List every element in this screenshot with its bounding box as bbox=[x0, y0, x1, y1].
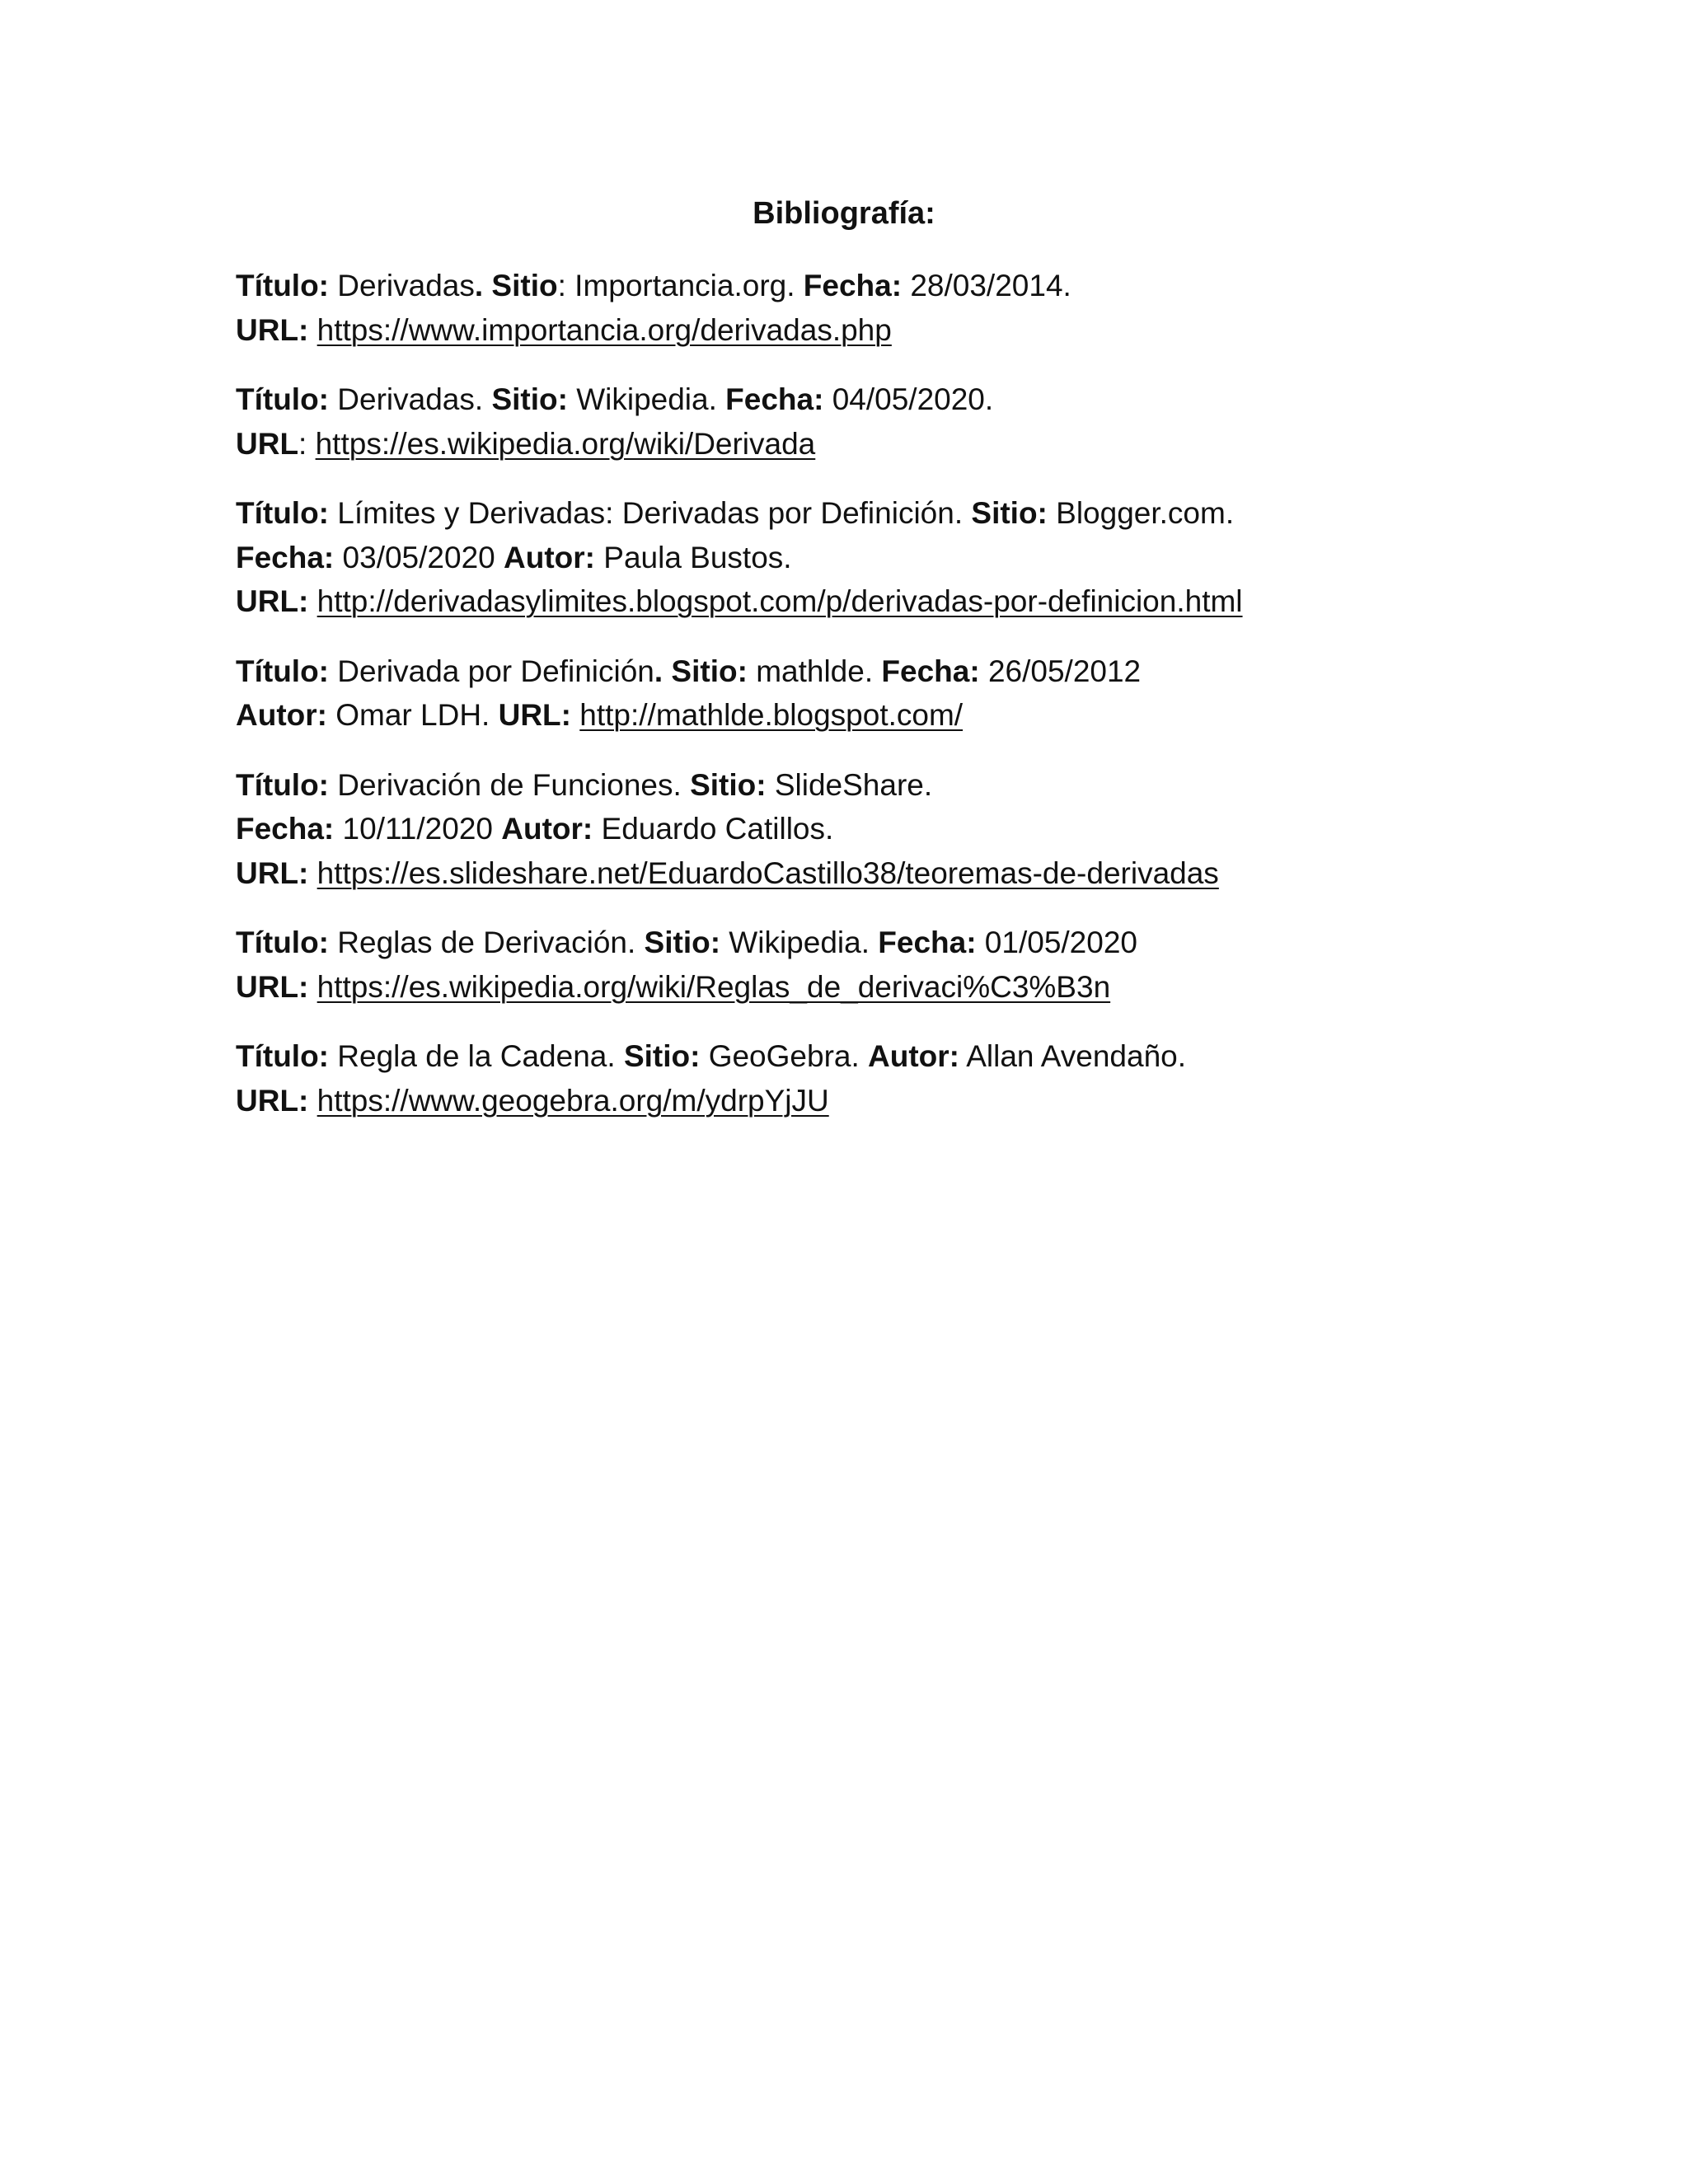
field-value: Límites y Derivadas: Derivadas por Definición. bbox=[329, 496, 972, 530]
entry-line bbox=[236, 693, 1653, 738]
field-label: URL: bbox=[236, 584, 309, 618]
field-value: mathlde. bbox=[747, 654, 882, 688]
field-label: Fecha: bbox=[236, 540, 335, 574]
field-label: Título: bbox=[236, 269, 330, 302]
field-value: Eduardo Catillos. bbox=[593, 812, 834, 846]
field-value: Derivadas bbox=[329, 269, 475, 302]
field-value: Wikipedia. bbox=[567, 382, 726, 416]
entry-line bbox=[236, 649, 1653, 694]
field-value: GeoGebra. bbox=[700, 1039, 869, 1073]
entry-line bbox=[236, 921, 1653, 965]
field-value: : Importancia.org. bbox=[557, 269, 804, 302]
field-label: Sitio: bbox=[644, 926, 721, 959]
field-value: 04/05/2020. bbox=[823, 382, 994, 416]
url-link[interactable]: http://mathlde.blogspot.com/ bbox=[579, 698, 964, 732]
field-label: Sitio: bbox=[690, 767, 767, 802]
field-label: Título: bbox=[236, 654, 330, 688]
field-label: URL bbox=[236, 426, 299, 461]
bibliography-entry bbox=[236, 763, 1653, 896]
field-value: 03/05/2020 bbox=[334, 540, 504, 574]
page-title: Bibliografía: bbox=[753, 196, 935, 231]
field-value bbox=[571, 698, 579, 732]
url-link[interactable]: https://es.slideshare.net/EduardoCastillo38/teoremas-de-derivadas bbox=[316, 855, 1219, 890]
field-label: Autor: bbox=[236, 698, 327, 732]
entry-line bbox=[236, 763, 1653, 808]
field-value bbox=[308, 584, 316, 618]
entry-line bbox=[236, 491, 1653, 536]
url-link[interactable]: http://derivadasylimites.blogspot.com/p/derivadas-por-definicion.html bbox=[316, 584, 1243, 618]
field-label: Título: bbox=[236, 496, 330, 530]
entry-line bbox=[236, 536, 1653, 580]
entry-line bbox=[236, 1034, 1653, 1079]
field-value: Regla de la Cadena. bbox=[329, 1039, 624, 1073]
field-value: Allan Avendaño. bbox=[959, 1039, 1187, 1073]
field-label: Sitio: bbox=[971, 496, 1048, 530]
field-value: : bbox=[298, 426, 316, 461]
bibliography-entry bbox=[236, 491, 1653, 624]
field-label: Sitio: bbox=[623, 1039, 701, 1073]
field-value: 01/05/2020 bbox=[976, 926, 1137, 959]
bibliography-list bbox=[236, 264, 1653, 1148]
field-value: Derivación de Funciones. bbox=[329, 767, 691, 802]
field-label: URL: bbox=[236, 1083, 309, 1118]
field-value: 28/03/2014. bbox=[902, 269, 1071, 302]
field-value bbox=[308, 313, 316, 347]
entry-line bbox=[236, 377, 1653, 422]
field-label: Sitio: bbox=[491, 382, 568, 416]
url-link[interactable]: https://www.geogebra.org/m/ydrpYjJU bbox=[316, 1083, 829, 1118]
url-link[interactable]: https://es.wikipedia.org/wiki/Derivada bbox=[315, 426, 816, 461]
field-value: 10/11/2020 bbox=[334, 812, 502, 846]
field-label: Autor: bbox=[504, 540, 595, 574]
field-value: Blogger.com. bbox=[1047, 496, 1235, 530]
bibliography-entry bbox=[236, 377, 1653, 466]
entry-line bbox=[236, 579, 1653, 624]
entry-line bbox=[236, 422, 1653, 466]
field-label: Fecha: bbox=[803, 269, 903, 302]
bibliography-entry bbox=[236, 264, 1653, 352]
field-value bbox=[308, 1084, 316, 1118]
entry-line bbox=[236, 264, 1653, 308]
field-value: Paula Bustos. bbox=[594, 540, 792, 574]
field-label: URL: bbox=[236, 312, 309, 347]
field-value: Derivadas. bbox=[329, 382, 492, 416]
entry-line bbox=[236, 965, 1653, 1010]
field-label: Fecha: bbox=[881, 654, 980, 688]
entry-line bbox=[236, 807, 1653, 851]
field-label: Fecha: bbox=[878, 926, 977, 959]
field-label: URL: bbox=[236, 969, 309, 1004]
field-label: Autor: bbox=[501, 812, 593, 846]
entry-line bbox=[236, 851, 1653, 896]
field-value bbox=[308, 970, 316, 1004]
field-value: Reglas de Derivación. bbox=[329, 926, 645, 959]
field-label: Título: bbox=[236, 382, 330, 416]
field-value: Omar LDH. bbox=[326, 698, 499, 732]
field-label: Autor: bbox=[868, 1039, 959, 1073]
url-link[interactable]: https://es.wikipedia.org/wiki/Reglas_de_derivaci%C3%B3n bbox=[316, 969, 1111, 1004]
field-value: Wikipedia. bbox=[720, 926, 879, 959]
field-value: 26/05/2012 bbox=[979, 654, 1142, 688]
field-value: SlideShare. bbox=[766, 767, 933, 802]
field-label: . Sitio: bbox=[654, 654, 748, 688]
bibliography-entry bbox=[236, 921, 1653, 1009]
field-value bbox=[308, 856, 316, 890]
field-label: Título: bbox=[236, 1039, 330, 1073]
entry-line bbox=[236, 1079, 1653, 1123]
bibliography-entry bbox=[236, 649, 1653, 738]
entry-line bbox=[236, 308, 1653, 353]
bibliography-entry bbox=[236, 1034, 1653, 1122]
field-label: URL: bbox=[498, 698, 571, 732]
field-label: Fecha: bbox=[725, 382, 824, 416]
field-label: . Sitio bbox=[474, 269, 558, 302]
field-label: URL: bbox=[236, 855, 309, 890]
field-value: Derivada por Definición bbox=[329, 654, 654, 688]
field-label: Título: bbox=[236, 926, 330, 959]
field-label: Fecha: bbox=[236, 812, 335, 846]
field-label: Título: bbox=[236, 767, 330, 802]
url-link[interactable]: https://www.importancia.org/derivadas.php bbox=[316, 312, 892, 347]
